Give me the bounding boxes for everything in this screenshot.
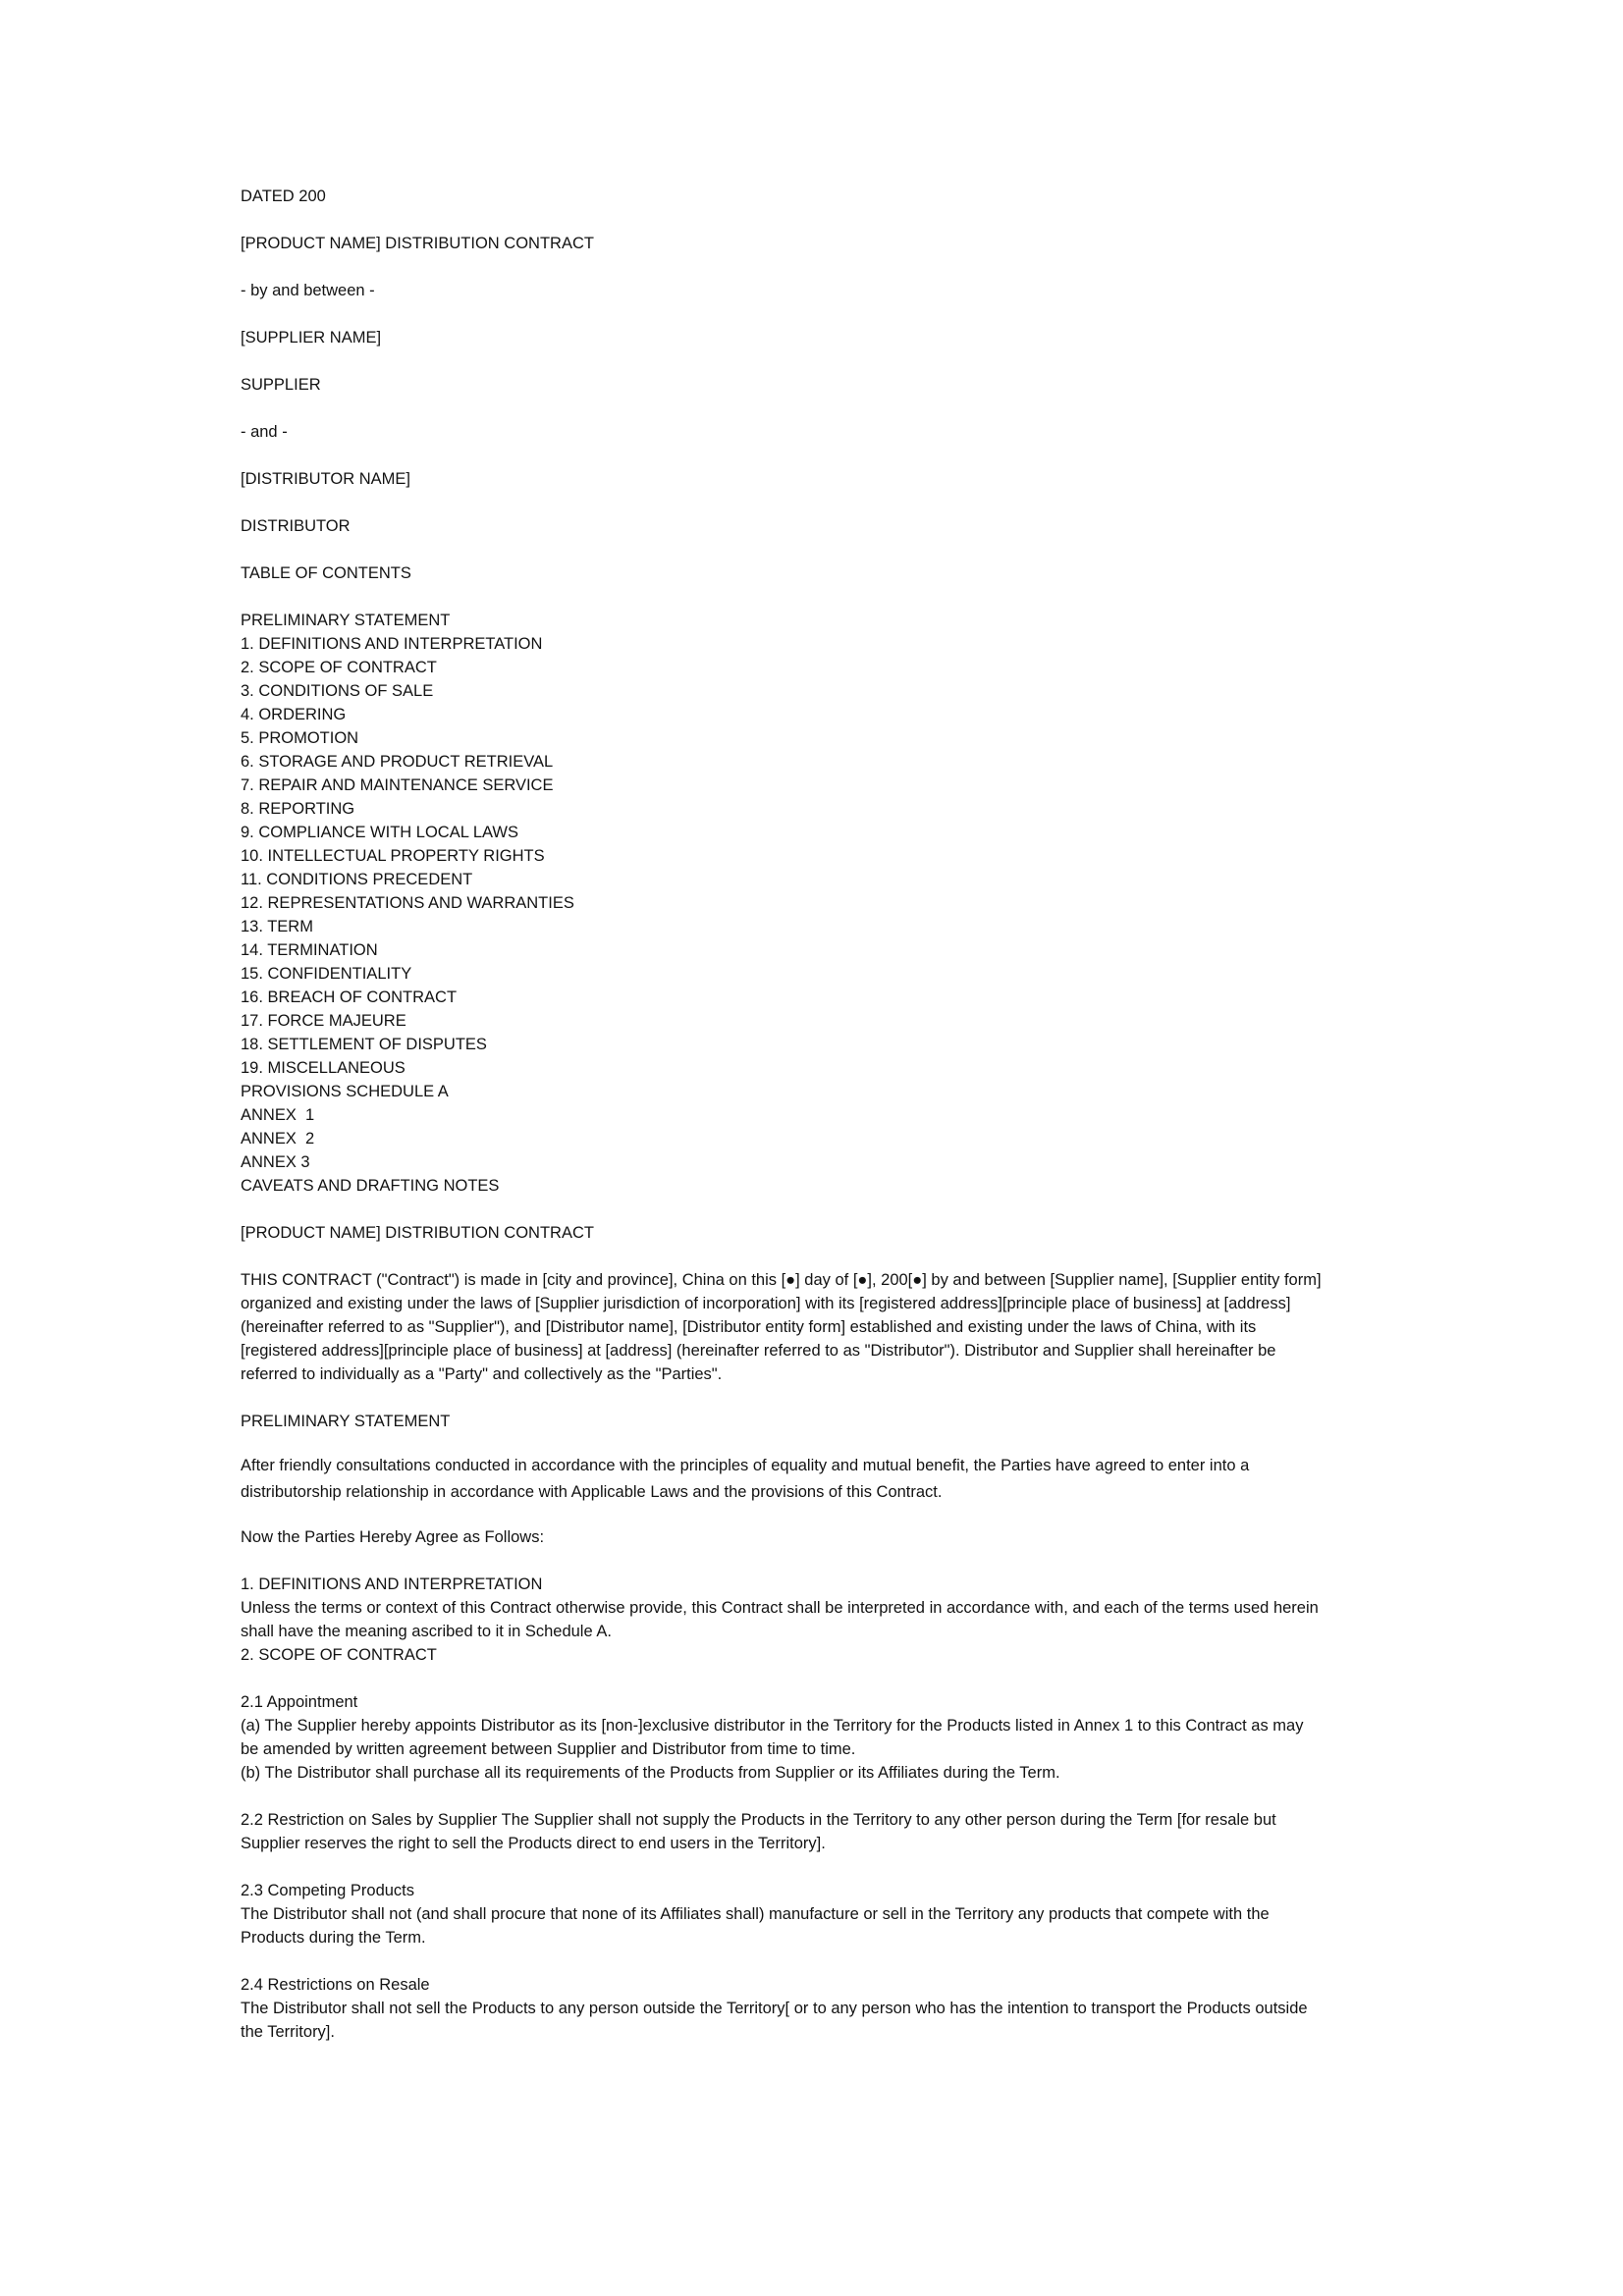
section-1-heading: 1. DEFINITIONS AND INTERPRETATION	[241, 1575, 543, 1593]
toc-item: 14. TERMINATION	[241, 941, 378, 959]
toc-item: 6. STORAGE AND PRODUCT RETRIEVAL	[241, 753, 554, 771]
toc-item: 5. PROMOTION	[241, 729, 359, 747]
spacer	[241, 1506, 1325, 1525]
spacer	[241, 1198, 1325, 1221]
preliminary-statement-heading: PRELIMINARY STATEMENT	[241, 1413, 451, 1430]
by-and-between-line: - by and between -	[241, 282, 375, 299]
section-2-heading: 2. SCOPE OF CONTRACT	[241, 1646, 437, 1664]
distributor-name-placeholder: [DISTRIBUTOR NAME]	[241, 470, 410, 488]
clause-2-3-body: The Distributor shall not (and shall procure that none of its Affiliates shall) manufacture or sell in the Territory any products that compete with the Products during the Term.	[241, 1905, 1270, 1947]
spacer	[241, 1785, 1325, 1808]
toc-item: 10. INTELLECTUAL PROPERTY RIGHTS	[241, 847, 545, 865]
clause-2-1-heading: 2.1 Appointment	[241, 1693, 358, 1711]
toc-heading: TABLE OF CONTENTS	[241, 564, 411, 582]
toc-item: 4. ORDERING	[241, 706, 347, 723]
clause-2-1-item-a: (a) The Supplier hereby appoints Distributor as its [non-]exclusive distributor in the Territory for the Products listed in Annex 1 to this Contract as may be amended by written agreement between Supplier and Distributor from time to time.	[241, 1717, 1304, 1758]
toc-item: 17. FORCE MAJEURE	[241, 1012, 406, 1030]
preliminary-statement-body: After friendly consultations conducted in accordance with the principles of equality and mutual benefit, the Parties have agreed to enter into a distributorship relationship in accordance with Applicable Laws and the provisions of this Contract.	[241, 1457, 1250, 1501]
toc-item: 16. BREACH OF CONTRACT	[241, 988, 458, 1006]
dated-line: DATED 200	[241, 187, 326, 205]
toc-item: 7. REPAIR AND MAINTENANCE SERVICE	[241, 776, 554, 794]
table-of-contents	[241, 561, 1325, 1198]
contract-title: [PRODUCT NAME] DISTRIBUTION CONTRACT	[241, 1224, 594, 1242]
toc-item: PRELIMINARY STATEMENT	[241, 612, 451, 629]
supplier-role-label: SUPPLIER	[241, 376, 321, 394]
clause-2-2: 2.2 Restriction on Sales by Supplier The Supplier shall not supply the Products in the Territory to any other person during the Term [for resale but Supplier reserves the right to sell the Products direct to end users in the Territory].	[241, 1811, 1276, 1852]
toc-item: 15. CONFIDENTIALITY	[241, 965, 412, 983]
clause-2-3-heading: 2.3 Competing Products	[241, 1882, 415, 1899]
toc-item: 9. COMPLIANCE WITH LOCAL LAWS	[241, 824, 518, 841]
toc-item: PROVISIONS SCHEDULE A	[241, 1083, 449, 1100]
spacer	[241, 1386, 1325, 1410]
agree-line: Now the Parties Hereby Agree as Follows:	[241, 1528, 545, 1546]
toc-item: 19. MISCELLANEOUS	[241, 1059, 406, 1077]
document-content	[241, 185, 1325, 2044]
section-1-body: Unless the terms or context of this Contract otherwise provide, this Contract shall be interpreted in accordance with, and each of the terms used herein shall have the meaning ascribed to it in Schedule A.	[241, 1599, 1319, 1640]
toc-item: ANNEX 2	[241, 1130, 315, 1148]
toc-item: 18. SETTLEMENT OF DISPUTES	[241, 1036, 487, 1053]
toc-item: 12. REPRESENTATIONS AND WARRANTIES	[241, 894, 574, 912]
clause-2-4-body: The Distributor shall not sell the Products to any person outside the Territory[ or to any person who has the intention to transport the Products outside the Territory].	[241, 2000, 1308, 2041]
distributor-role-label: DISTRIBUTOR	[241, 517, 351, 535]
toc-item: 8. REPORTING	[241, 800, 355, 818]
spacer	[241, 1549, 1325, 1573]
toc-list	[241, 609, 1325, 1198]
toc-item: 2. SCOPE OF CONTRACT	[241, 659, 437, 676]
toc-item: 1. DEFINITIONS AND INTERPRETATION	[241, 635, 543, 653]
clause-2-1-item-b: (b) The Distributor shall purchase all its requirements of the Products from Supplier or its Affiliates during the Term.	[241, 1764, 1060, 1782]
toc-item: CAVEATS AND DRAFTING NOTES	[241, 1177, 500, 1195]
toc-item: 13. TERM	[241, 918, 313, 935]
spacer	[241, 1949, 1325, 1973]
toc-item: 3. CONDITIONS OF SALE	[241, 682, 434, 700]
clause-2-4-heading: 2.4 Restrictions on Resale	[241, 1976, 430, 1994]
toc-item: 11. CONDITIONS PRECEDENT	[241, 871, 473, 888]
supplier-name-placeholder: [SUPPLIER NAME]	[241, 329, 382, 347]
spacer	[241, 1245, 1325, 1268]
toc-item: ANNEX 1	[241, 1106, 315, 1124]
toc-item: ANNEX 3	[241, 1153, 310, 1171]
spacer	[241, 1433, 1325, 1453]
spacer	[241, 1667, 1325, 1690]
cover-title: [PRODUCT NAME] DISTRIBUTION CONTRACT	[241, 235, 594, 252]
front-matter	[241, 185, 1325, 538]
recital-paragraph: THIS CONTRACT ("Contract") is made in [city and province], China on this [●] day of [●], 200[●] by and between [Supplier name], [Supplier entity form] organized and existing under the laws of [Supplier jurisdiction of incorporation] with its [registered address][principle place of business] at [address] (hereinafter referred to as "Supplier"), and [Distributor name], [Distributor entity form] established and existing under the laws of China, with its [registered address][principle place of business] at [address] (hereinafter referred to as "Distributor"). Distributor and Supplier shall hereinafter be referred to individually as a "Party" and collectively as the "Parties".	[241, 1271, 1322, 1383]
and-line: - and -	[241, 423, 288, 441]
spacer	[241, 1855, 1325, 1879]
